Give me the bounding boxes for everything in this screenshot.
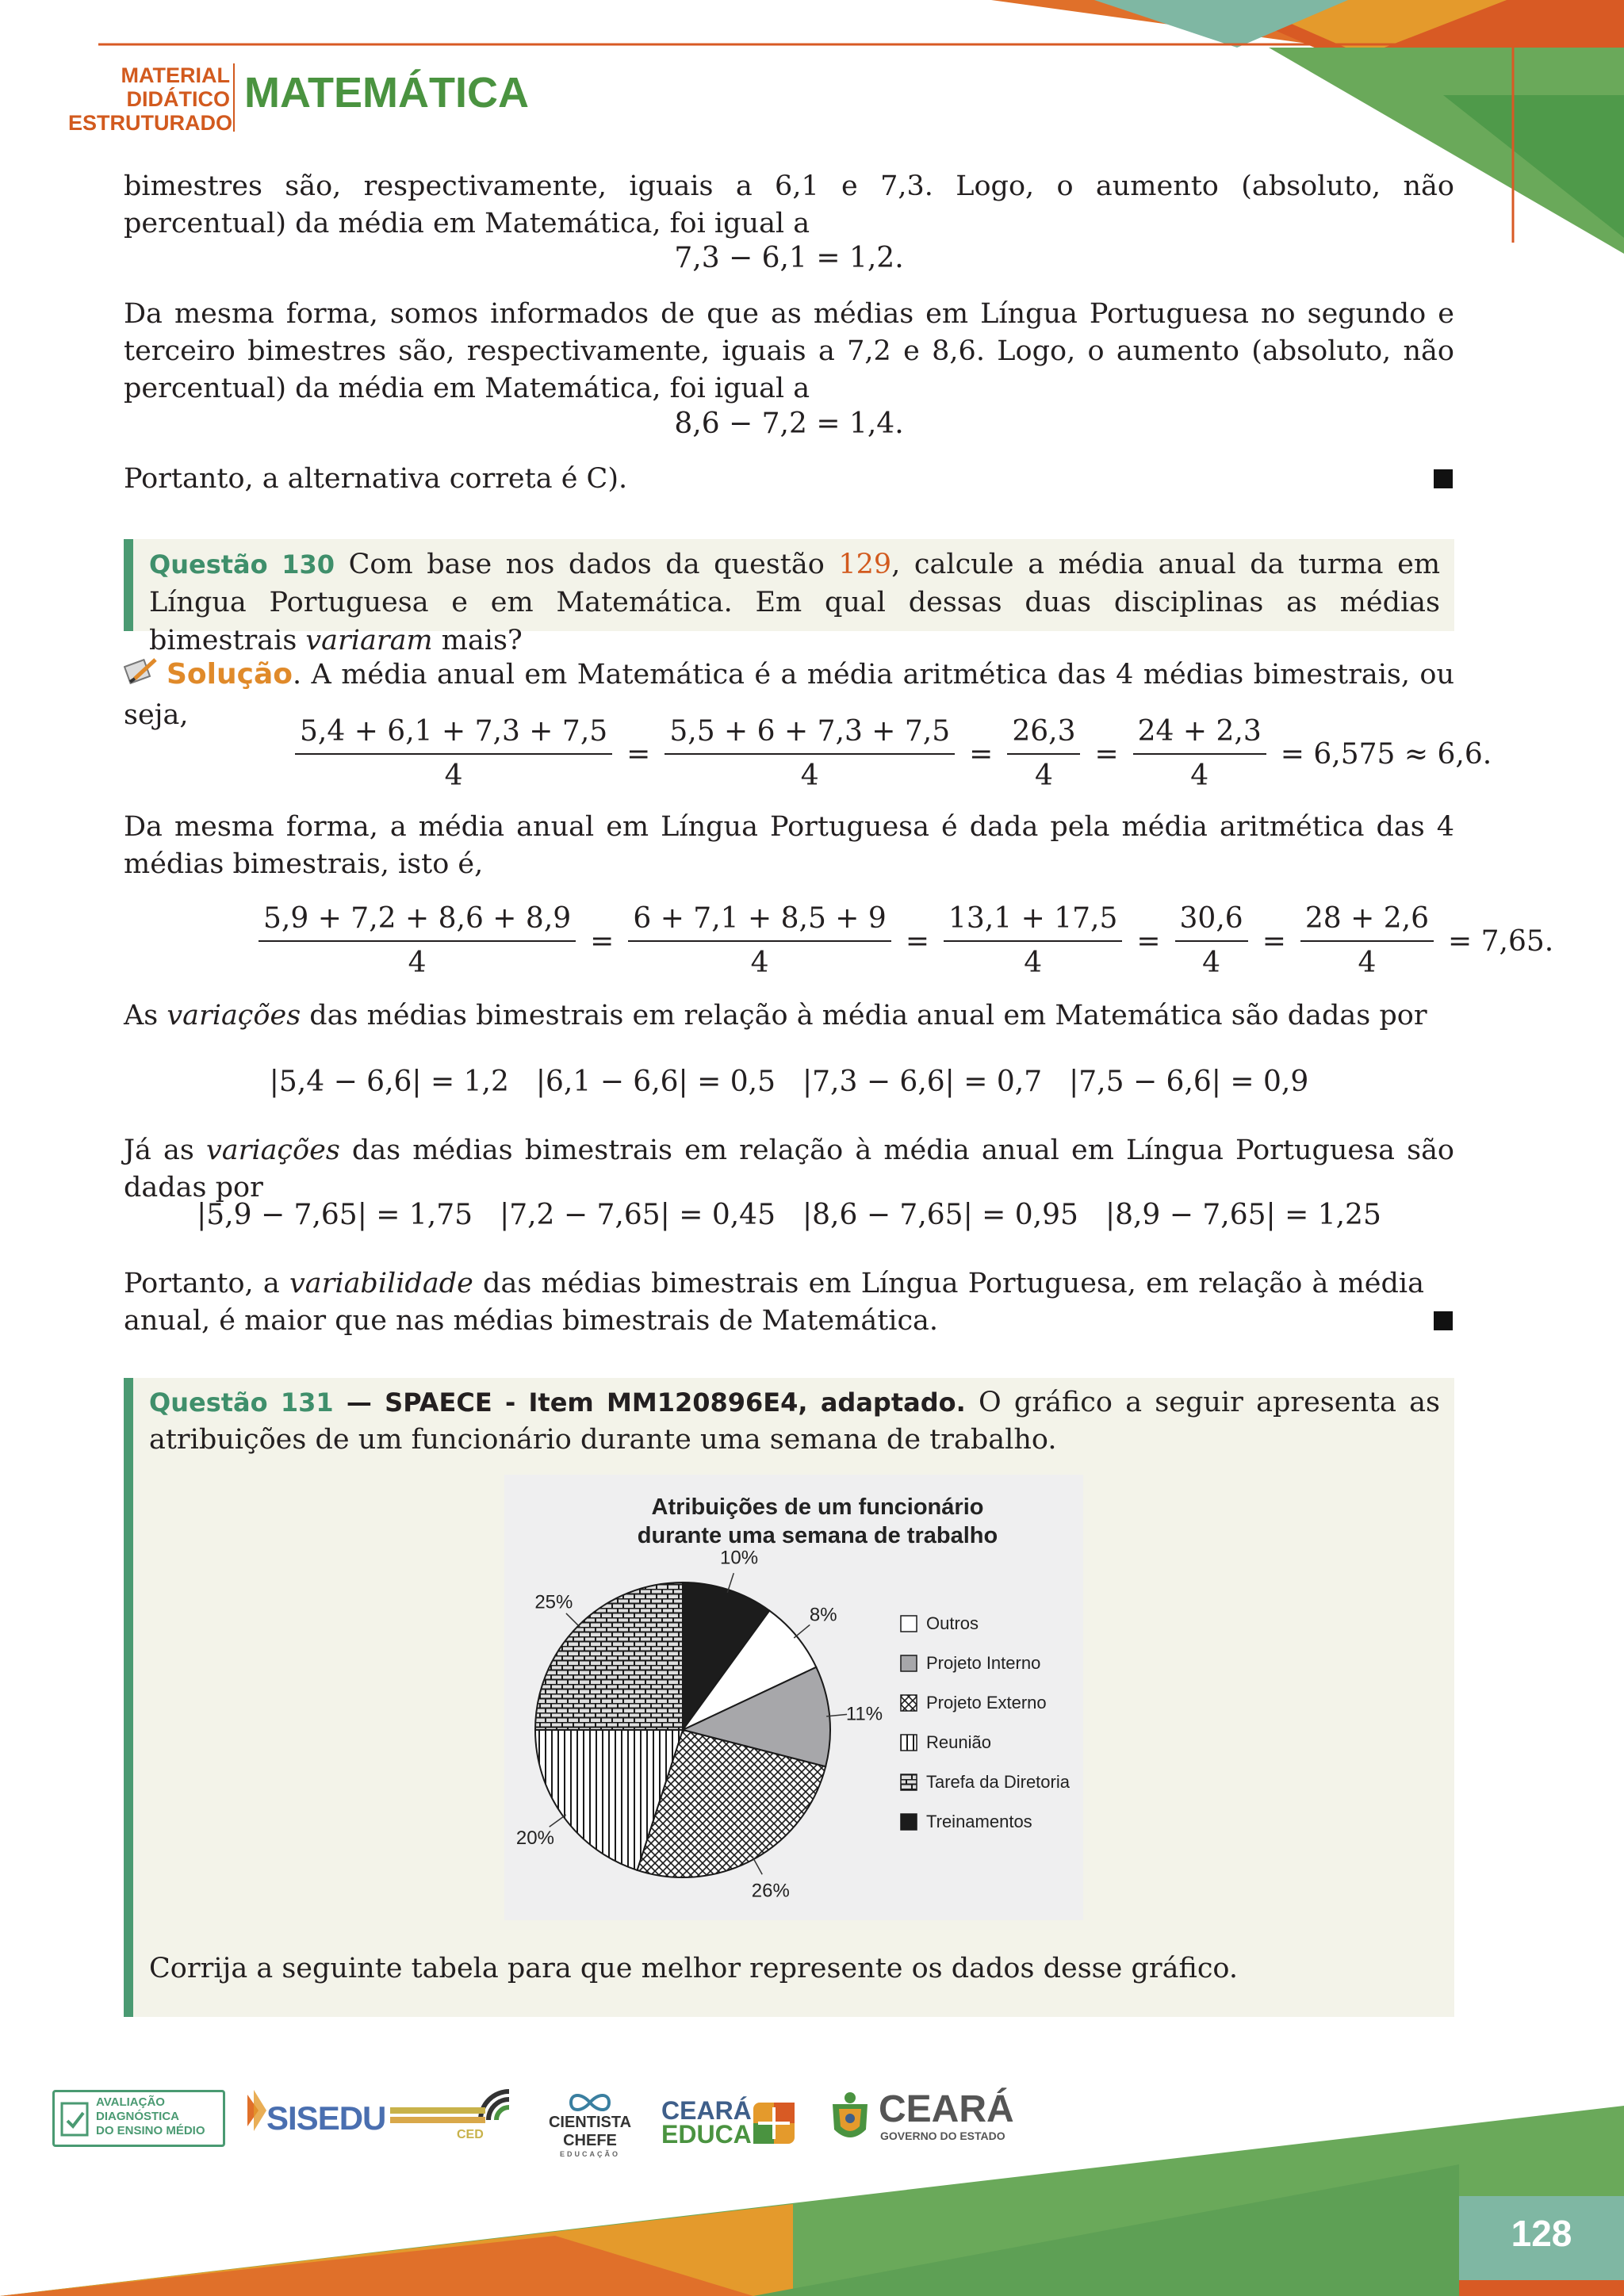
ceara-governo-logo [828, 2090, 1018, 2147]
p7-a: Portanto, a [124, 1268, 289, 1299]
ceara-sub: GOVERNO DO ESTADO [880, 2130, 1005, 2142]
pie-slice-label: 8% [809, 1604, 837, 1626]
p6-a: Já as [124, 1135, 206, 1166]
legend-entry: Outros [926, 1613, 979, 1633]
legend-entry: Tarefa da Diretoria [926, 1772, 1070, 1792]
abs-diff: |8,9 − 7,65| = 1,25 [1105, 1199, 1381, 1231]
ceara-educa-line2: EDUCA [661, 2120, 752, 2149]
ceara-educa-icon [752, 2101, 796, 2149]
material-line3: ESTRUTURADO [68, 111, 232, 135]
fraction [1175, 901, 1248, 982]
equals-sign: = [969, 737, 994, 771]
numerator: 5,4 + 6,1 + 7,3 + 7,5 [295, 714, 612, 755]
question-130-label: Questão 130 [149, 549, 335, 580]
fraction [665, 714, 955, 794]
abs-diff: |7,5 − 6,6| = 0,9 [1069, 1066, 1309, 1098]
p5-a: As [124, 1000, 167, 1031]
numerator: 30,6 [1175, 901, 1248, 942]
question-bar [124, 1378, 133, 2017]
solution-label: Solução [167, 658, 293, 691]
q130-text-a: Com base nos dados da questão [335, 549, 839, 580]
paragraph-3: Portanto, a alternativa correta é C). [124, 463, 628, 495]
fraction [259, 901, 576, 982]
abs-diff: |8,6 − 7,65| = 0,95 [802, 1199, 1078, 1231]
ceara-coat-of-arms-icon [828, 2090, 872, 2150]
pie-slice-label: 26% [751, 1880, 790, 1902]
avaliacao-line3: DO ENSINO MÉDIO [96, 2124, 205, 2137]
p6-b: das médias bimestrais em relação à média anual em Língua Portuguesa são dadas por [124, 1135, 1455, 1203]
question-bar [124, 539, 133, 631]
numerator: 5,5 + 6 + 7,3 + 7,5 [665, 714, 955, 755]
abs-diff: |5,4 − 6,6| = 1,2 [269, 1066, 509, 1098]
equals-sign: = [1262, 924, 1286, 958]
p5-emph: variações [167, 1000, 301, 1031]
legend-swatch [901, 1735, 917, 1751]
ceara-text: CEARÁ [879, 2088, 1014, 2130]
equation-4 [252, 901, 1561, 982]
numerator: 28 + 2,6 [1300, 901, 1434, 942]
infinity-icon [527, 2093, 653, 2114]
fraction [628, 901, 891, 982]
material-line1: MATERIAL [121, 63, 230, 87]
numerator: 24 + 2,3 [1133, 714, 1266, 755]
equation-3 [289, 714, 1500, 794]
numerator: 5,9 + 7,2 + 8,6 + 8,9 [259, 901, 576, 942]
question-131-after: Corrija a seguinte tabela para que melhor represente os dados desse gráfico. [149, 1953, 1238, 1984]
equals-sign: = [1094, 737, 1119, 771]
fraction [1007, 714, 1080, 794]
material-logo [68, 63, 230, 135]
ceara-educa-line1: CEARÁ [661, 2096, 752, 2125]
question-131-source: — SPAECE - Item MM120896E4, adaptado. [333, 1387, 966, 1418]
p7-b: das médias bimestrais em Língua Portuguesa, em relação à média anual, é maior que nas médias bimestrais de Matemática. [124, 1268, 1424, 1337]
p6-emph: variações [206, 1135, 340, 1166]
denominator: 4 [408, 947, 427, 979]
avaliacao-logo [52, 2090, 225, 2147]
paragraph-1: bimestres são, respectivamente, iguais a 6,1 e 7,3. Logo, o aumento (absoluto, não percentual) da média em Matemática, foi igual a [124, 170, 1454, 239]
legend-swatch [901, 1774, 917, 1790]
denominator: 4 [1202, 947, 1221, 979]
q131-text: O gráfico a seguir apresenta as atribuições de um funcionário durante uma semana de trabalho. [149, 1387, 1441, 1456]
ced-logo [390, 2087, 519, 2147]
cientista-sub: EDUCAÇÃO [559, 2150, 620, 2158]
legend-swatch [901, 1695, 917, 1711]
subject-title: MATEMÁTICA [244, 69, 529, 117]
paragraph-5 [124, 997, 1454, 1035]
numerator: 26,3 [1007, 714, 1080, 755]
legend-entry: Projeto Externo [926, 1693, 1047, 1712]
paragraph-4: Da mesma forma, a média anual em Língua Portuguesa é dada pela média aritmética das 4 médias bimestrais, isto é, [124, 811, 1454, 880]
question-130-box [124, 539, 1454, 656]
avaliacao-line1: AVALIAÇÃO [96, 2095, 165, 2109]
cientista-chefe-logo [527, 2093, 653, 2158]
equation-6 [124, 1199, 1454, 1231]
legend-entry: Projeto Interno [926, 1653, 1041, 1673]
question-131-text [149, 1384, 1440, 1459]
numerator: 13,1 + 17,5 [944, 901, 1122, 942]
denominator: 4 [444, 760, 463, 792]
equation-2: 8,6 − 7,2 = 1,4. [674, 408, 904, 440]
checklist-icon [59, 2099, 91, 2141]
denominator: 4 [800, 760, 819, 792]
solution-text: . A média anual em Matemática é a média aritmética das 4 médias bimestrais, ou seja, [124, 659, 1454, 731]
cientista-text: CIENTISTA CHEFE [548, 2114, 632, 2149]
fraction [1133, 714, 1266, 794]
abs-diff: |5,9 − 7,65| = 1,75 [197, 1199, 473, 1231]
material-line2: DIDÁTICO [126, 87, 230, 111]
equation-result: = 6,575 ≈ 6,6. [1280, 737, 1492, 771]
legend-swatch [901, 1814, 917, 1830]
sisedu-logo [243, 2087, 386, 2147]
numerator: 6 + 7,1 + 8,5 + 9 [628, 901, 891, 942]
paragraph-7 [124, 1265, 1424, 1340]
equation-5 [124, 1066, 1454, 1098]
question-129-link[interactable]: 129 [838, 549, 892, 580]
p5-b: das médias bimestrais em relação à média anual em Matemática são dadas por [301, 1000, 1427, 1031]
equation-result: = 7,65. [1447, 924, 1554, 958]
equals-sign: = [590, 924, 615, 958]
abs-diff: |7,2 − 7,65| = 0,45 [500, 1199, 776, 1231]
abs-diff: |6,1 − 6,6| = 0,5 [535, 1066, 776, 1098]
question-131-box [124, 1378, 1454, 2017]
pie-slice-label: 20% [515, 1827, 554, 1850]
fraction [944, 901, 1122, 982]
legend-swatch [901, 1655, 917, 1671]
legend-entry: Treinamentos [926, 1812, 1032, 1831]
denominator: 4 [1358, 947, 1377, 979]
equals-sign: = [1136, 924, 1161, 958]
page-number: 128 [1511, 2213, 1572, 2254]
q130-text-b: , calcule a média anual da turma em Língua Portuguesa e em Matemática. Em qual dessas duas disciplinas as médias bimestrais [149, 549, 1441, 656]
header-divider [233, 63, 235, 132]
sisedu-text: SISEDU [266, 2099, 386, 2137]
denominator: 4 [1024, 947, 1043, 979]
qed-mark [1434, 469, 1453, 488]
q130-emph: variaram [305, 625, 433, 656]
equals-sign: = [905, 924, 929, 958]
chart-title-line2: durante uma semana de trabalho [637, 1523, 998, 1548]
paragraph-2: Da mesma forma, somos informados de que as médias em Língua Portuguesa no segundo e terceiro bimestres são, respectivamente, iguais a 7,2 e 8,6. Logo, o aumento (absoluto, não percentual) da média em Matemática, foi igual a [124, 298, 1454, 404]
qed-mark [1434, 1311, 1453, 1330]
paragraph-6 [124, 1132, 1454, 1207]
question-130-text [149, 545, 1440, 660]
legend-entry: Reunião [926, 1732, 991, 1752]
ceara-educa-logo [661, 2096, 804, 2149]
pie-slice-label: 11% [845, 1703, 883, 1725]
abs-diff: |7,3 − 6,6| = 0,7 [802, 1066, 1043, 1098]
avaliacao-line2: DIAGNÓSTICA [96, 2110, 179, 2123]
fraction [295, 714, 612, 794]
pie-chart [504, 1475, 1083, 1920]
fraction [1300, 901, 1434, 982]
pencil-icon [124, 655, 159, 697]
ced-text: CED [457, 2128, 484, 2141]
denominator: 4 [1190, 760, 1209, 792]
pie-slice-label: 10% [720, 1547, 759, 1569]
legend-swatch [901, 1616, 917, 1632]
equation-1: 7,3 − 6,1 = 1,2. [674, 242, 904, 274]
q130-text-c: mais? [432, 625, 523, 656]
question-131-label: Questão 131 [149, 1387, 334, 1418]
pie-slice-label: 25% [534, 1591, 573, 1613]
equals-sign: = [626, 737, 651, 771]
p7-emph: variabilidade [289, 1268, 473, 1299]
chart-title-line1: Atribuições de um funcionário [651, 1494, 984, 1520]
denominator: 4 [1034, 760, 1053, 792]
denominator: 4 [750, 947, 769, 979]
